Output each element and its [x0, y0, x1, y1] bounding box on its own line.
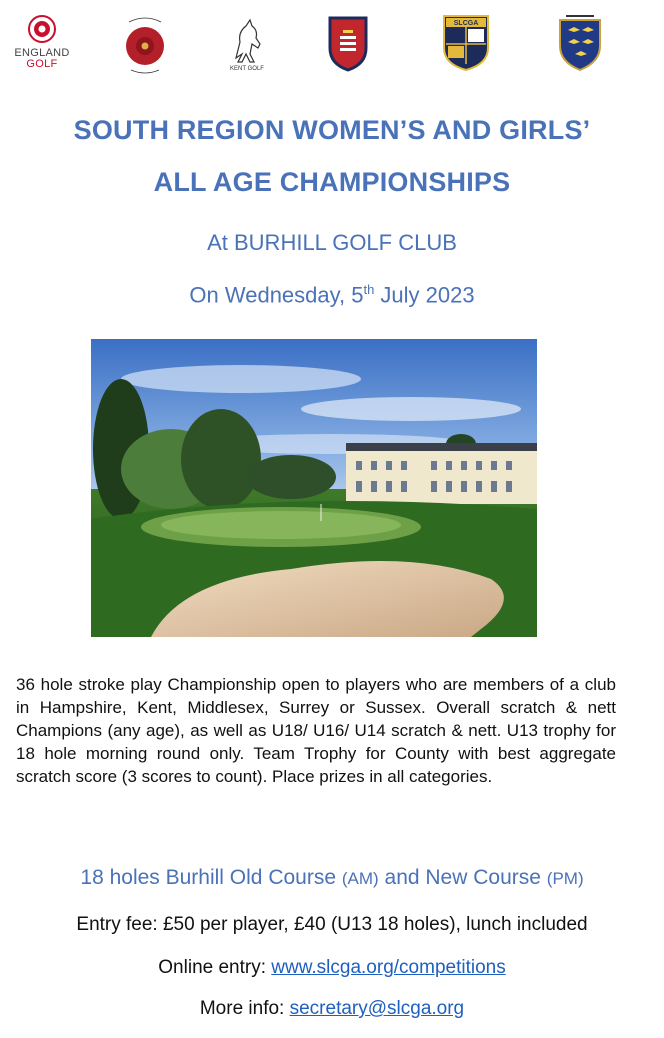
hampshire-ladies-golf-logo — [115, 14, 175, 76]
date-line — [0, 282, 664, 308]
slcga-shield-icon — [442, 14, 490, 72]
championship-description: 36 hole stroke play Championship open to players who are members of a club in Hampshire, Kent, Middlesex, Surrey or Sussex. Overall scratch & nett Champions (any age), as well as U18/ U16/ U14 scratch & nett. U13 trophy for 18 hole morning round only. Team Trophy for County with best aggregate scratch score (3 scores to count). Place prizes in all categories. — [16, 675, 616, 786]
golf-course-photo — [91, 339, 537, 637]
courses-pm: (PM) — [546, 869, 584, 888]
middlesex-shield-icon — [327, 14, 369, 72]
more-info-line — [0, 998, 664, 1020]
date-ordinal: th — [363, 282, 375, 297]
middlesex-golf-logo — [326, 14, 370, 72]
svg-text:KENT GOLF: KENT GOLF — [230, 66, 264, 72]
slcga-logo-text: SLCGA — [453, 20, 479, 27]
sussex-martlets-shield-icon — [556, 14, 604, 72]
venue-line: At BURHILL GOLF CLUB — [207, 230, 457, 255]
slcga-logo — [441, 14, 491, 72]
courses-part2: and New Course — [378, 866, 547, 889]
tudor-rose-icon — [27, 14, 57, 44]
hampshire-rose-icon — [119, 14, 171, 76]
white-horse-icon — [224, 14, 270, 72]
kent-golf-logo — [222, 14, 272, 72]
date-prefix: On Wednesday, 5 — [189, 282, 364, 308]
england-golf-line2: GOLF — [26, 58, 58, 70]
courses-line — [0, 866, 664, 890]
online-entry-label: Online entry: — [158, 957, 272, 978]
competitions-link[interactable]: www.slcga.org/competitions — [271, 957, 506, 978]
secretary-email-link[interactable]: secretary@slcga.org — [289, 998, 465, 1019]
title-line-2: ALL AGE CHAMPIONSHIPS — [153, 167, 511, 197]
date-rest: July 2023 — [374, 282, 475, 308]
england-golf-logo — [8, 14, 76, 70]
england-golf-line1: ENGLAND — [14, 47, 70, 59]
courses-part1: 18 holes Burhill Old Course — [80, 866, 342, 889]
logo-row — [0, 14, 664, 84]
title-line-1: SOUTH REGION WOMEN’S AND GIRLS’ — [73, 115, 591, 145]
more-info-label: More info: — [199, 998, 290, 1019]
sussex-golf-logo — [556, 14, 604, 72]
courses-am: (AM) — [341, 869, 379, 888]
online-entry-line — [0, 957, 664, 979]
entry-fee-line: Entry fee: £50 per player, £40 (U13 18 holes), lunch included — [76, 914, 588, 935]
